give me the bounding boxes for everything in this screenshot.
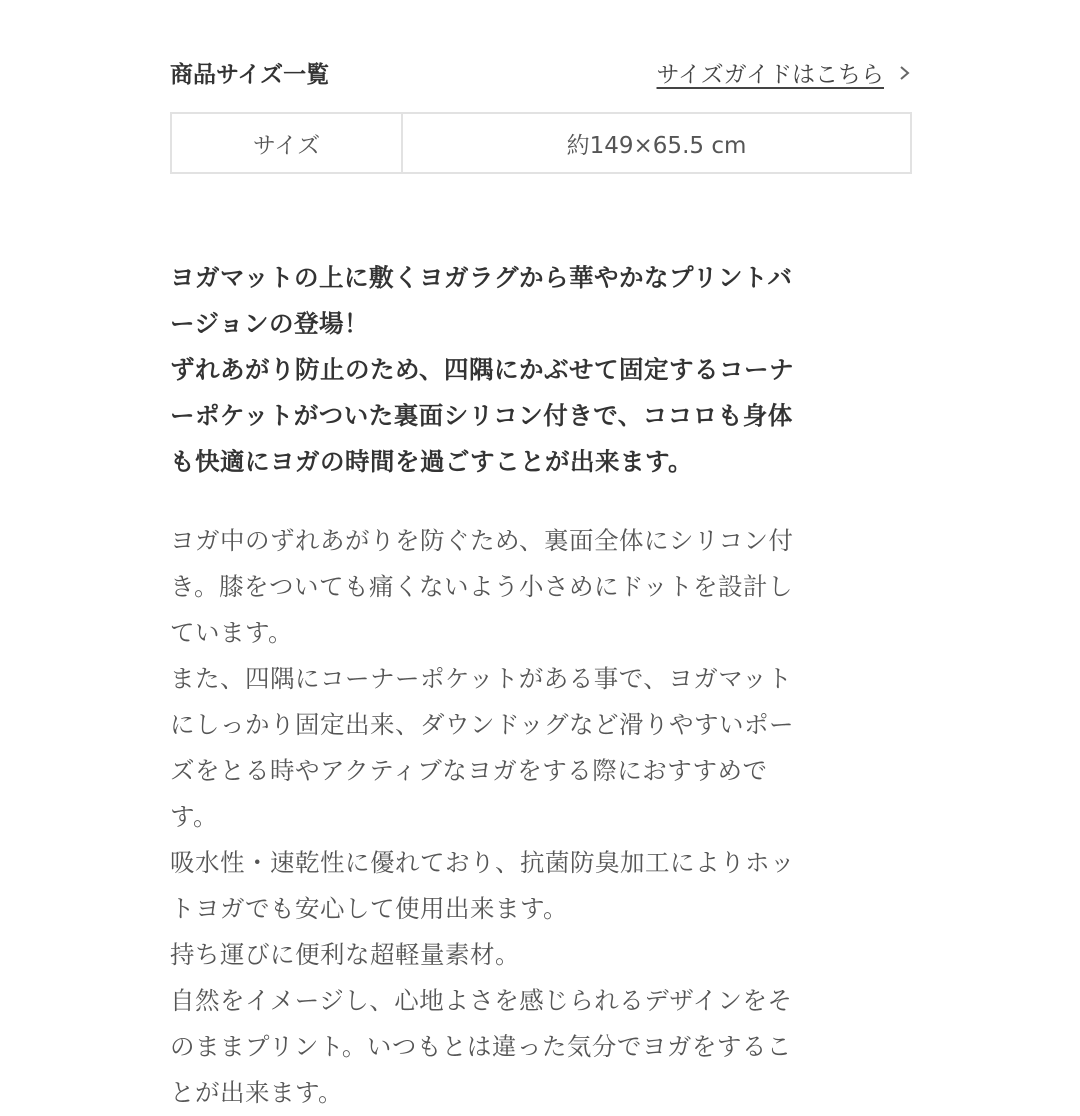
lead-line: ずれあがり防止のため、四隅にかぶせて固定するコーナ: [170, 355, 795, 384]
size-label-cell: サイズ: [171, 113, 402, 173]
size-table: [170, 112, 912, 174]
section-title: 商品サイズ一覧: [170, 62, 330, 88]
body-line: き。膝をついても痛くないよう小さめにドットを設計し: [170, 572, 794, 601]
body-line: にしっかり固定出来、ダウンドッグなど滑りやすいポー: [170, 710, 795, 739]
body-line: また、四隅にコーナーポケットがある事で、ヨガマット: [170, 664, 793, 693]
body-line: す。: [170, 802, 219, 831]
lead-line: も快適にヨガの時間を過ごすことが出来ます。: [170, 447, 694, 476]
body-line: 自然をイメージし、心地よさを感じられるデザインをそ: [170, 986, 793, 1015]
chevron-right-icon: [898, 62, 912, 84]
size-guide-link-label[interactable]: サイズガイドはこちら: [656, 62, 884, 88]
table-row: [171, 113, 911, 173]
body-line: 吸水性・速乾性に優れており、抗菌防臭加工によりホッ: [170, 848, 795, 877]
body-line: トヨガでも安心して使用出来ます。: [170, 894, 569, 923]
size-guide-link[interactable]: [657, 56, 912, 89]
lead-line: ージョンの登場！: [170, 309, 370, 338]
body-line: 持ち運びに便利な超軽量素材。: [170, 940, 520, 969]
body-line: のままプリント。いつもとは違った気分でヨガをするこ: [170, 1032, 792, 1061]
description-body: [170, 518, 912, 1116]
body-line: ヨガ中のずれあがりを防ぐため、裏面全体にシリコン付: [170, 526, 794, 555]
description-lead: [170, 255, 912, 485]
size-section-header: [170, 50, 912, 94]
lead-line: ヨガマットの上に敷くヨガラグから華やかなプリントバ: [170, 263, 793, 292]
lead-line: ーポケットがついた裏面シリコン付きで、ココロも身体: [170, 401, 793, 430]
size-value-cell: 約149×65.5 cm: [402, 113, 911, 173]
body-line: ズをとる時やアクティブなヨガをする際におすすめで: [170, 756, 768, 785]
body-line: とが出来ます。: [170, 1078, 344, 1107]
body-line: ています。: [170, 618, 294, 647]
